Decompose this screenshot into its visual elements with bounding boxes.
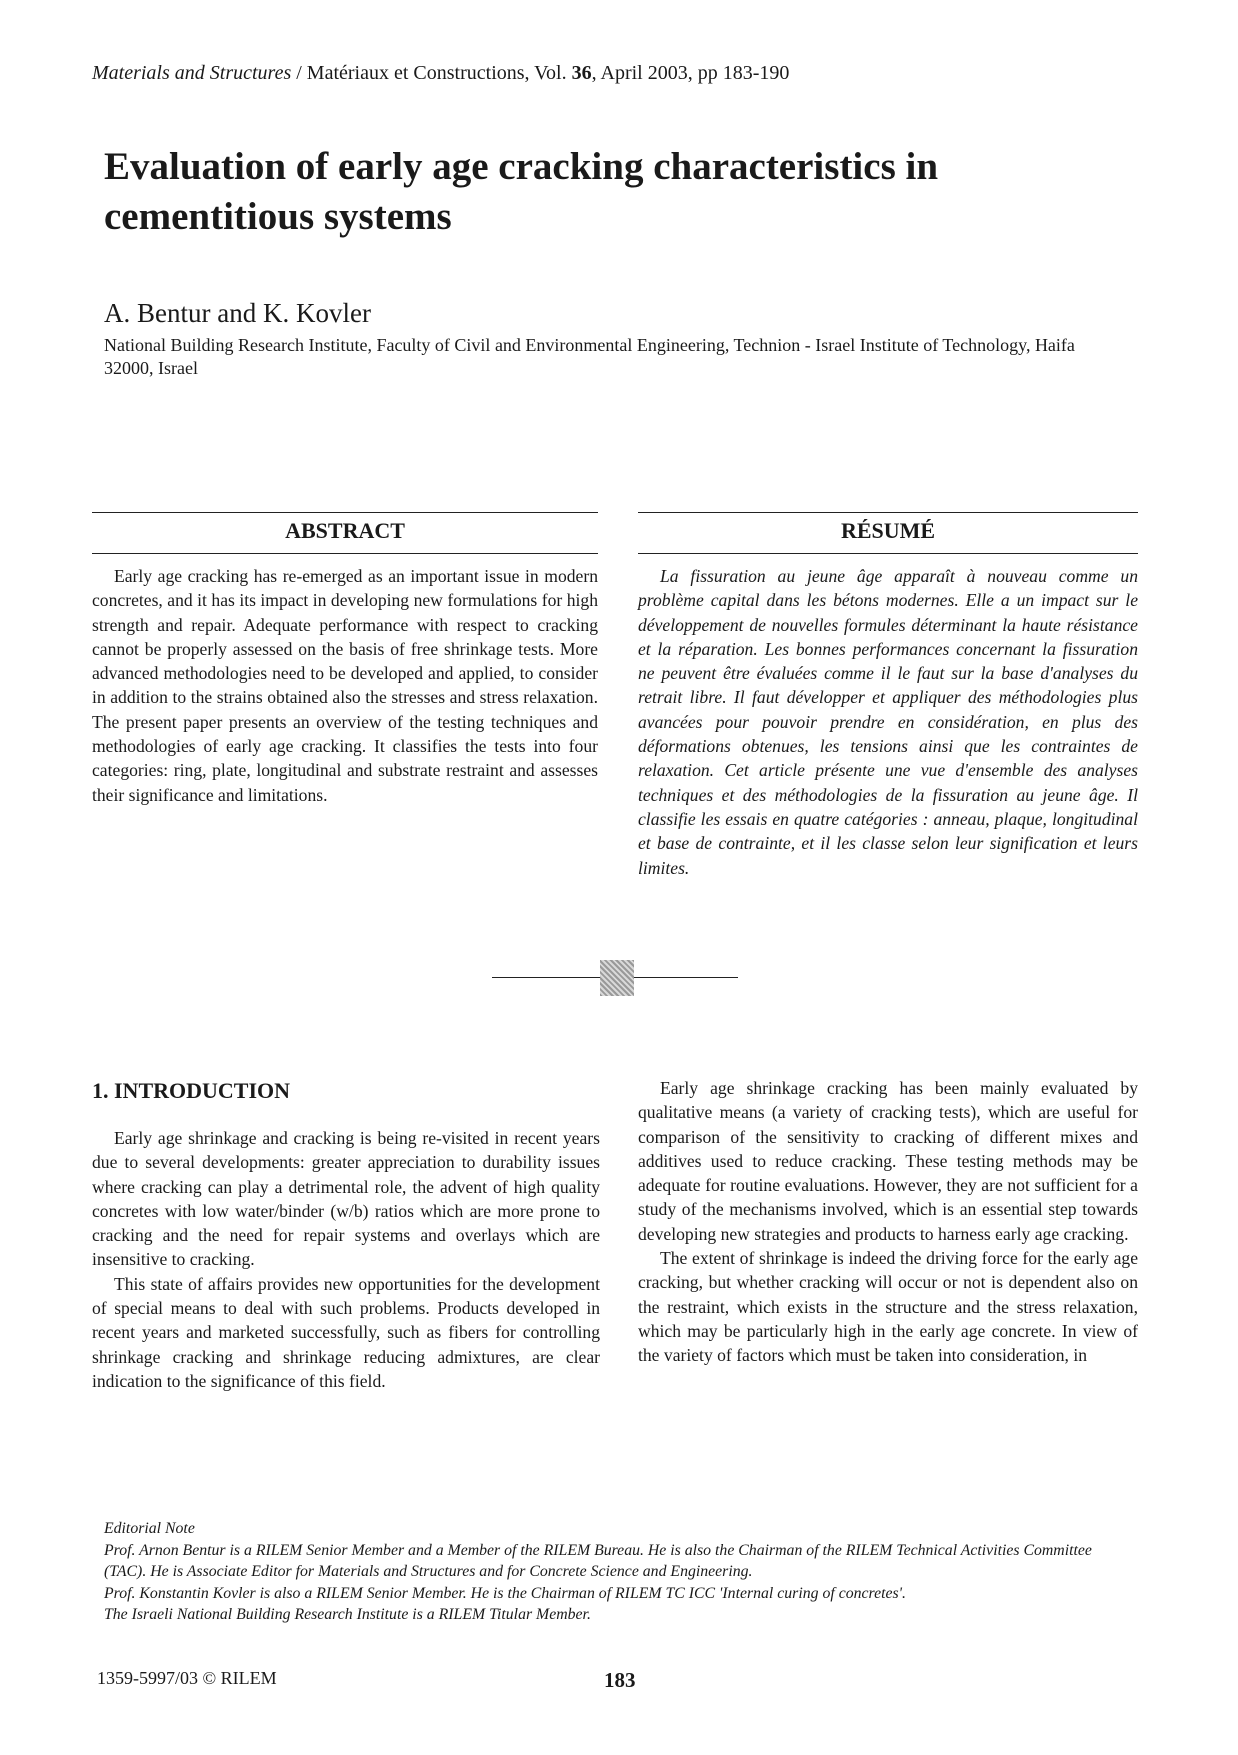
page-number: 183 [604,1668,636,1692]
journal-header [92,62,789,85]
paragraph: Early age shrinkage cracking has been mainly evaluated by qualitative means (a variety of cracking tests), which are useful for comparison of the sensitivity to cracking of different mixes and additives used to reduce cracking. These testing methods may be adequate for routine evaluations. However, they are not sufficient for a study of the mechanisms involved, which is an essential step towards developing new strategies and products to harness early age cracking. [638,1078,1138,1244]
issn-copyright: 1359-5997/03 © RILEM [97,1668,277,1688]
resume-bottom-rule [638,553,1138,554]
resume-heading: RÉSUMÉ [840,518,936,543]
introduction-left-column [92,1126,600,1393]
abstract-top-rule [92,512,598,513]
abstract-bottom-rule [92,553,598,554]
editorial-note-heading: Editorial Note [104,1520,195,1537]
introduction-heading: 1. INTRODUCTION [92,1078,291,1103]
resume-top-rule [638,512,1138,513]
ornament-icon [600,960,634,996]
divider-right-rule [634,977,738,978]
resume-text: La fissuration au jeune âge apparaît à nouveau comme un problème capital dans les bétons modernes. Elle a un impact sur le développement de nouvelles formules déterminant la haute résistance et la réparation. Les bonnes performances concernant la fissuration ne peuvent être évaluées comme il le faut sur la base d'analyses du retrait libre. Il faut développer et appliquer des méthodologies plus avancées pour pouvoir prendre en considération, en plus des déformations obtenues, les tensions ainsi que les contraintes de relaxation. Cet article présente une vue d'ensemble des analyses techniques et des méthodologies de la fissuration au jeune âge. Il classifie les essais en quatre catégories : anneau, plaque, longitudinal et base de contrainte, et il les classe selon leur signification et leurs limites. [638,566,1138,878]
editorial-note-line: Prof. Konstantin Kovler is also a RILEM Senior Member. He is the Chairman of RILEM TC ICC 'Internal curing of concretes'. [104,1584,906,1602]
journal-volume: 36 [571,62,592,84]
journal-subtitle: / Matériaux et Constructions, Vol. [291,62,572,84]
editorial-note-line: The Israeli National Building Research Institute is a RILEM Titular Member. [104,1606,591,1623]
introduction-right-column [638,1076,1138,1368]
editorial-note-line: Prof. Arnon Bentur is a RILEM Senior Member and a Member of the RILEM Bureau. He is also the Chairman of the RILEM Technical Activities Committee (TAC). He is Associate Editor for Materials and Structures and for Concrete Science and Engineering. [104,1541,1092,1580]
journal-issue: , April 2003, pp 183-190 [591,62,790,84]
divider-left-rule [492,977,600,978]
journal-name: Materials and Structures [92,62,292,84]
paragraph: Early age shrinkage and cracking is being re-visited in recent years due to several developments: greater appreciation to durability issues where cracking can play a detrimental role, the advent of high quality concretes with low water/binder (w/b) ratios which are more prone to cracking and the need for repair systems and overlays which are insensitive to cracking. [92,1128,600,1270]
paragraph: The extent of shrinkage is indeed the driving force for the early age cracking, but whether cracking will occur or not is dependent also on the restraint, which exists in the structure and the stress relaxation, which may be particularly high in the early age concrete. In view of the variety of factors which must be taken into consideration, in [638,1248,1138,1366]
affiliation: National Building Research Institute, Faculty of Civil and Environmental Engineering, Technion - Israel Institute of Technology, Haifa 32000, Israel [104,335,1075,378]
paper-title: Evaluation of early age cracking characteristics in cementitious systems [104,145,939,238]
abstract-body [92,564,598,807]
abstract-heading: ABSTRACT [285,518,405,543]
abstract-text: Early age cracking has re-emerged as an important issue in modern concretes, and it has its impact in developing new formulations for high strength and repair. Adequate performance with respect to cracking cannot be properly assessed on the basis of free shrinkage tests. More advanced methodologies need to be developed and applied, to consider in addition to the strains obtained also the stresses and stress relaxation. The present paper presents an overview of the testing techniques and methodologies of early age cracking. It classifies the tests into four categories: ring, plate, longitudinal and substrate restraint and assesses their significance and limitations. [92,566,598,805]
paragraph: This state of affairs provides new opportunities for the development of special means to deal with such problems. Products developed in recent years and marketed successfully, such as fibers for controlling shrinkage cracking and shrinkage reducing admixtures, are clear indication to the significance of this field. [92,1273,600,1391]
editorial-note [104,1518,1124,1626]
authors: A. Bentur and K. Kovler [104,298,371,328]
resume-body [638,564,1138,880]
